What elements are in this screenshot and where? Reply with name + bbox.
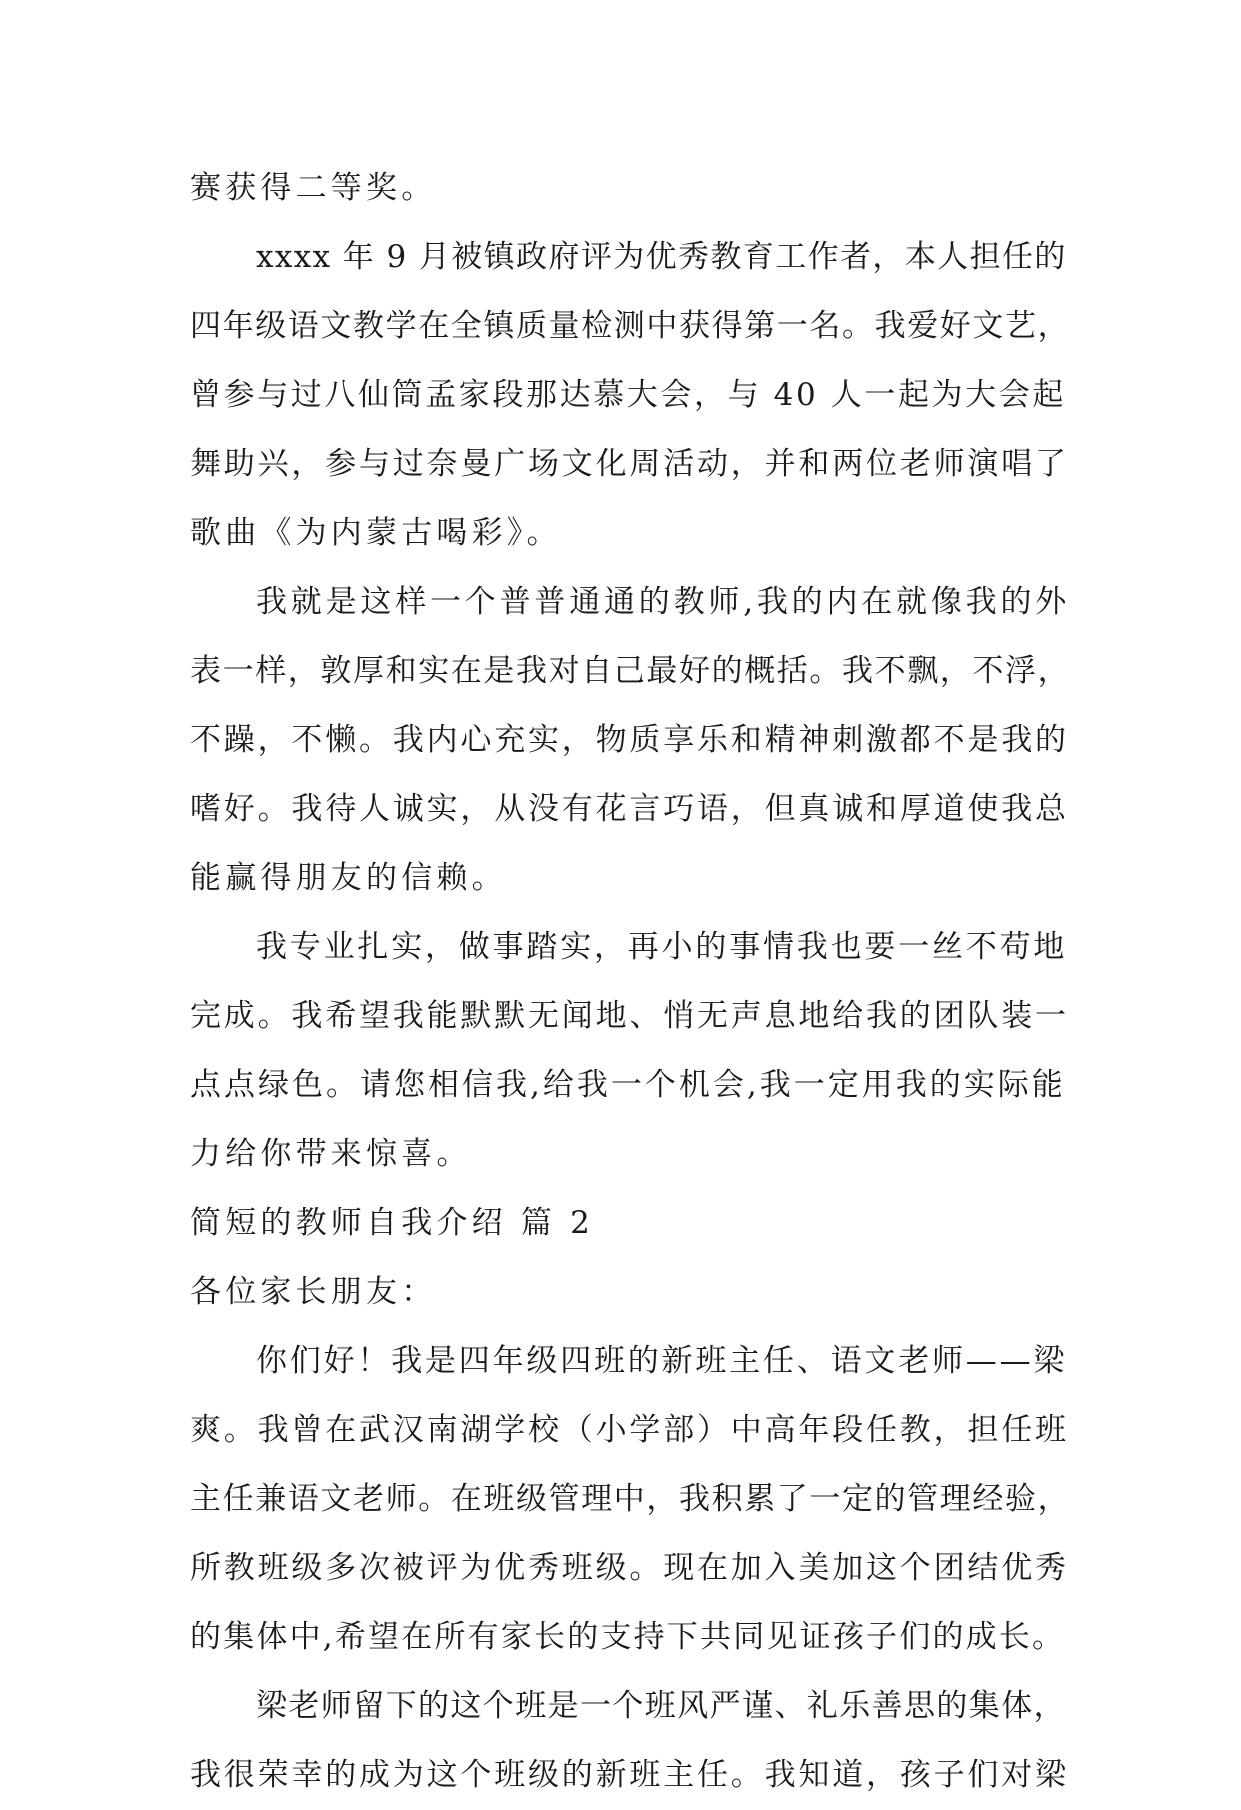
text-line: 我就是这样一个普普通通的教师,我的内在就像我的外: [256, 584, 1071, 620]
text-line: 点点绿色。请您相信我,给我一个机会,我一定用我的实际能: [190, 1067, 1066, 1103]
text-line: 力给你带来惊喜。: [190, 1136, 472, 1172]
text-line: 赛获得二等奖。: [190, 170, 437, 206]
text-line: 能赢得朋友的信赖。: [190, 860, 507, 896]
text-line: xxxx 年 9 月被镇政府评为优秀教育工作者，本人担任的: [256, 239, 1067, 275]
text-line: 你们好！我是四年级四班的新班主任、语文老师——梁: [256, 1343, 1068, 1379]
text-line: 所教班级多次被评为优秀班级。现在加入美加这个团结优秀: [190, 1550, 1069, 1586]
text-line: 舞助兴，参与过奈曼广场文化周活动，并和两位老师演唱了: [190, 446, 1069, 482]
text-line: 各位家长朋友：: [190, 1274, 437, 1310]
text-line: 我专业扎实，做事踏实，再小的事情我也要一丝不苟地: [256, 929, 1068, 965]
text-line: 完成。我希望我能默默无闻地、悄无声息地给我的团队装一: [190, 998, 1069, 1034]
text-line: 我很荣幸的成为这个班级的新班主任。我知道，孩子们对梁: [190, 1757, 1069, 1793]
text-line: 简短的教师自我介绍 篇 2: [190, 1205, 595, 1241]
text-line: 不躁，不懒。我内心充实，物质享乐和精神刺激都不是我的: [190, 722, 1069, 758]
text-line: 四年级语文教学在全镇质量检测中获得第一名。我爱好文艺，: [190, 308, 1071, 344]
text-line: 的集体中,希望在所有家长的支持下共同见证孩子们的成长。: [190, 1619, 1066, 1655]
text-line: 爽。我曾在武汉南湖学校（小学部）中高年段任教，担任班: [190, 1412, 1069, 1448]
text-line: 歌曲《为内蒙古喝彩》。: [190, 515, 562, 551]
text-line: 主任兼语文老师。在班级管理中，我积累了一定的管理经验，: [190, 1481, 1071, 1517]
document-body: [190, 154, 1070, 1810]
text-line: 表一样，敦厚和实在是我对自己最好的概括。我不飘，不浮，: [190, 653, 1071, 689]
text-line: 曾参与过八仙筒孟家段那达慕大会，与 40 人一起为大会起: [190, 377, 1066, 413]
text-line: 嗜好。我待人诚实，从没有花言巧语，但真诚和厚道使我总: [190, 791, 1069, 827]
text-line: 梁老师留下的这个班是一个班风严谨、礼乐善思的集体，: [256, 1688, 1066, 1724]
